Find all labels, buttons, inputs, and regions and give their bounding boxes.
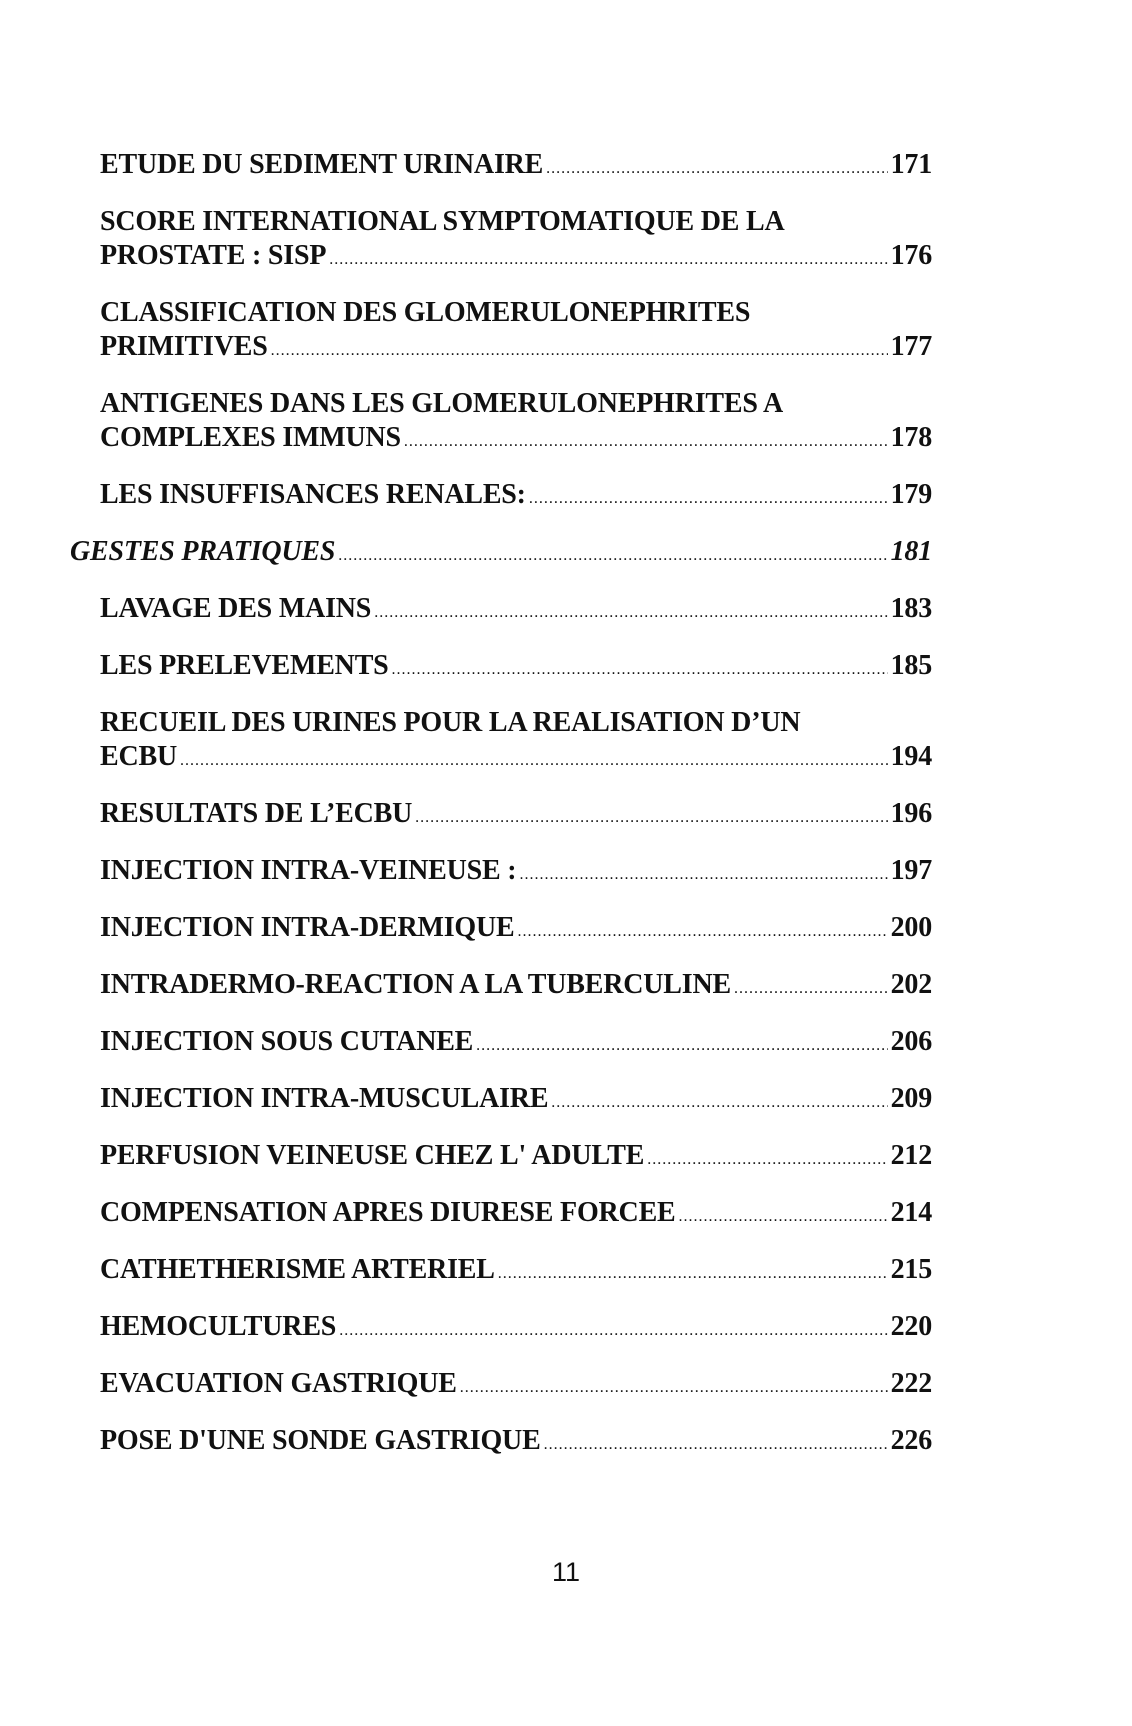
dot-leader [374, 596, 887, 630]
toc-entry [100, 1139, 932, 1177]
toc-entry [100, 854, 932, 892]
toc-entry [100, 478, 932, 516]
toc-entry-title: PERFUSION VEINEUSE CHEZ L' ADULTE [100, 1140, 645, 1171]
toc-entry-title: POSE D'UNE SONDE GASTRIQUE [100, 1425, 541, 1456]
toc-entry [100, 1025, 932, 1063]
dot-leader [329, 243, 887, 277]
toc-page-number: 183 [890, 593, 932, 624]
toc-entry [100, 387, 932, 459]
toc-entry-line [100, 1367, 932, 1405]
toc-entry-title: INJECTION INTRA-DERMIQUE [100, 912, 515, 943]
toc-entry-title: COMPLEXES IMMUNS [100, 422, 401, 453]
toc-entry-line [100, 1424, 932, 1462]
toc-entry [100, 797, 932, 835]
toc-entry-title-line: SCORE INTERNATIONAL SYMPTOMATIQUE DE LA [100, 206, 785, 237]
toc-entry-line [100, 911, 932, 949]
toc-entry [100, 1367, 932, 1405]
dot-leader [546, 152, 887, 186]
toc-section-heading [70, 535, 932, 573]
toc-entry-line [100, 1310, 932, 1348]
toc-entry-title: RESULTATS DE L’ECBU [100, 798, 413, 829]
toc-entry-line [100, 1025, 932, 1063]
toc-page-number: 181 [890, 536, 932, 567]
page-number: 11 [551, 1557, 581, 1587]
toc-entry-line [100, 148, 932, 186]
toc-page-number: 176 [890, 240, 932, 271]
dot-leader [404, 425, 888, 459]
toc-entry [100, 968, 932, 1006]
toc-entry-line [100, 478, 932, 516]
dot-leader [392, 653, 888, 687]
dot-leader [551, 1086, 887, 1120]
dot-leader [476, 1029, 887, 1063]
dot-leader [498, 1257, 888, 1291]
toc-entry [100, 1424, 932, 1462]
toc-page-number: 214 [890, 1197, 932, 1228]
toc-entry-line [100, 330, 932, 368]
toc-entry-line [100, 592, 932, 630]
toc-page-number: 179 [890, 479, 932, 510]
toc-entry-line [100, 854, 932, 892]
dot-leader [529, 482, 888, 516]
toc-entry [100, 706, 932, 778]
toc-entry-line [100, 968, 932, 1006]
toc-page-number: 220 [890, 1311, 932, 1342]
table-of-contents [0, 148, 1132, 1481]
dot-leader [519, 858, 887, 892]
toc-entry-title: HEMOCULTURES [100, 1311, 337, 1342]
toc-page-number: 215 [890, 1254, 932, 1285]
toc-page-number: 171 [890, 149, 932, 180]
toc-entry [100, 592, 932, 630]
toc-entry-line [100, 1082, 932, 1120]
dot-leader [517, 915, 887, 949]
toc-entry-title: GESTES PRATIQUES [70, 536, 336, 567]
dot-leader [734, 972, 888, 1006]
toc-entry-title: EVACUATION GASTRIQUE [100, 1368, 457, 1399]
toc-entry-title: INTRADERMO-REACTION A LA TUBERCULINE [100, 969, 731, 1000]
toc-entry-title: ECBU [100, 741, 177, 772]
toc-entry-title: LAVAGE DES MAINS [100, 593, 372, 624]
toc-page-number: 197 [890, 855, 932, 886]
dot-leader [339, 1314, 887, 1348]
toc-entry [100, 1196, 932, 1234]
dot-leader [180, 744, 888, 778]
toc-entry-title: PROSTATE : SISP [100, 240, 327, 271]
toc-entry [100, 148, 932, 186]
toc-entry [100, 649, 932, 687]
toc-entry-title: COMPENSATION APRES DIURESE FORCEE [100, 1197, 676, 1228]
toc-page-number: 177 [890, 331, 932, 362]
toc-page-number: 222 [890, 1368, 932, 1399]
toc-entry-title: INJECTION INTRA-VEINEUSE : [100, 855, 517, 886]
dot-leader [338, 539, 887, 573]
toc-entry [100, 296, 932, 368]
toc-entry-line [70, 535, 932, 573]
toc-entry-line [100, 1196, 932, 1234]
toc-entry [100, 1082, 932, 1120]
toc-entry [100, 1310, 932, 1348]
toc-page-number: 212 [890, 1140, 932, 1171]
toc-entry [100, 911, 932, 949]
toc-entry-title: INJECTION SOUS CUTANEE [100, 1026, 474, 1057]
toc-entry-title: CATHETHERISME ARTERIEL [100, 1254, 495, 1285]
toc-entry-title: INJECTION INTRA-MUSCULAIRE [100, 1083, 549, 1114]
toc-page-number: 209 [890, 1083, 932, 1114]
toc-entry-title: ETUDE DU SEDIMENT URINAIRE [100, 149, 544, 180]
toc-page-number: 185 [890, 650, 932, 681]
toc-entry-title-line: CLASSIFICATION DES GLOMERULONEPHRITES [100, 297, 751, 328]
dot-leader [679, 1200, 888, 1234]
toc-entry-line [100, 1139, 932, 1177]
toc-page-number: 226 [890, 1425, 932, 1456]
toc-page-number: 202 [890, 969, 932, 1000]
toc-page-number: 196 [890, 798, 932, 829]
toc-entry-line [100, 797, 932, 835]
dot-leader [415, 801, 887, 835]
toc-entry-title-line: RECUEIL DES URINES POUR LA REALISATION D’UN [100, 707, 801, 738]
toc-entry-title: LES INSUFFISANCES RENALES: [100, 479, 526, 510]
dot-leader [544, 1428, 888, 1462]
toc-entry-line [100, 649, 932, 687]
toc-entry-title: LES PRELEVEMENTS [100, 650, 389, 681]
dot-leader [460, 1371, 888, 1405]
toc-page-number: 194 [890, 741, 932, 772]
toc-page-number: 206 [890, 1026, 932, 1057]
toc-page-number: 200 [890, 912, 932, 943]
toc-entry [100, 205, 932, 277]
toc-entry [100, 1253, 932, 1291]
toc-entry-line [100, 421, 932, 459]
toc-entry-title: PRIMITIVES [100, 331, 268, 362]
toc-entry-line [100, 1253, 932, 1291]
toc-page-number: 178 [890, 422, 932, 453]
dot-leader [271, 334, 888, 368]
toc-entry-title-line: ANTIGENES DANS LES GLOMERULONEPHRITES A [100, 388, 784, 419]
dot-leader [647, 1143, 887, 1177]
toc-entry-line [100, 740, 932, 778]
toc-entry-line [100, 239, 932, 277]
